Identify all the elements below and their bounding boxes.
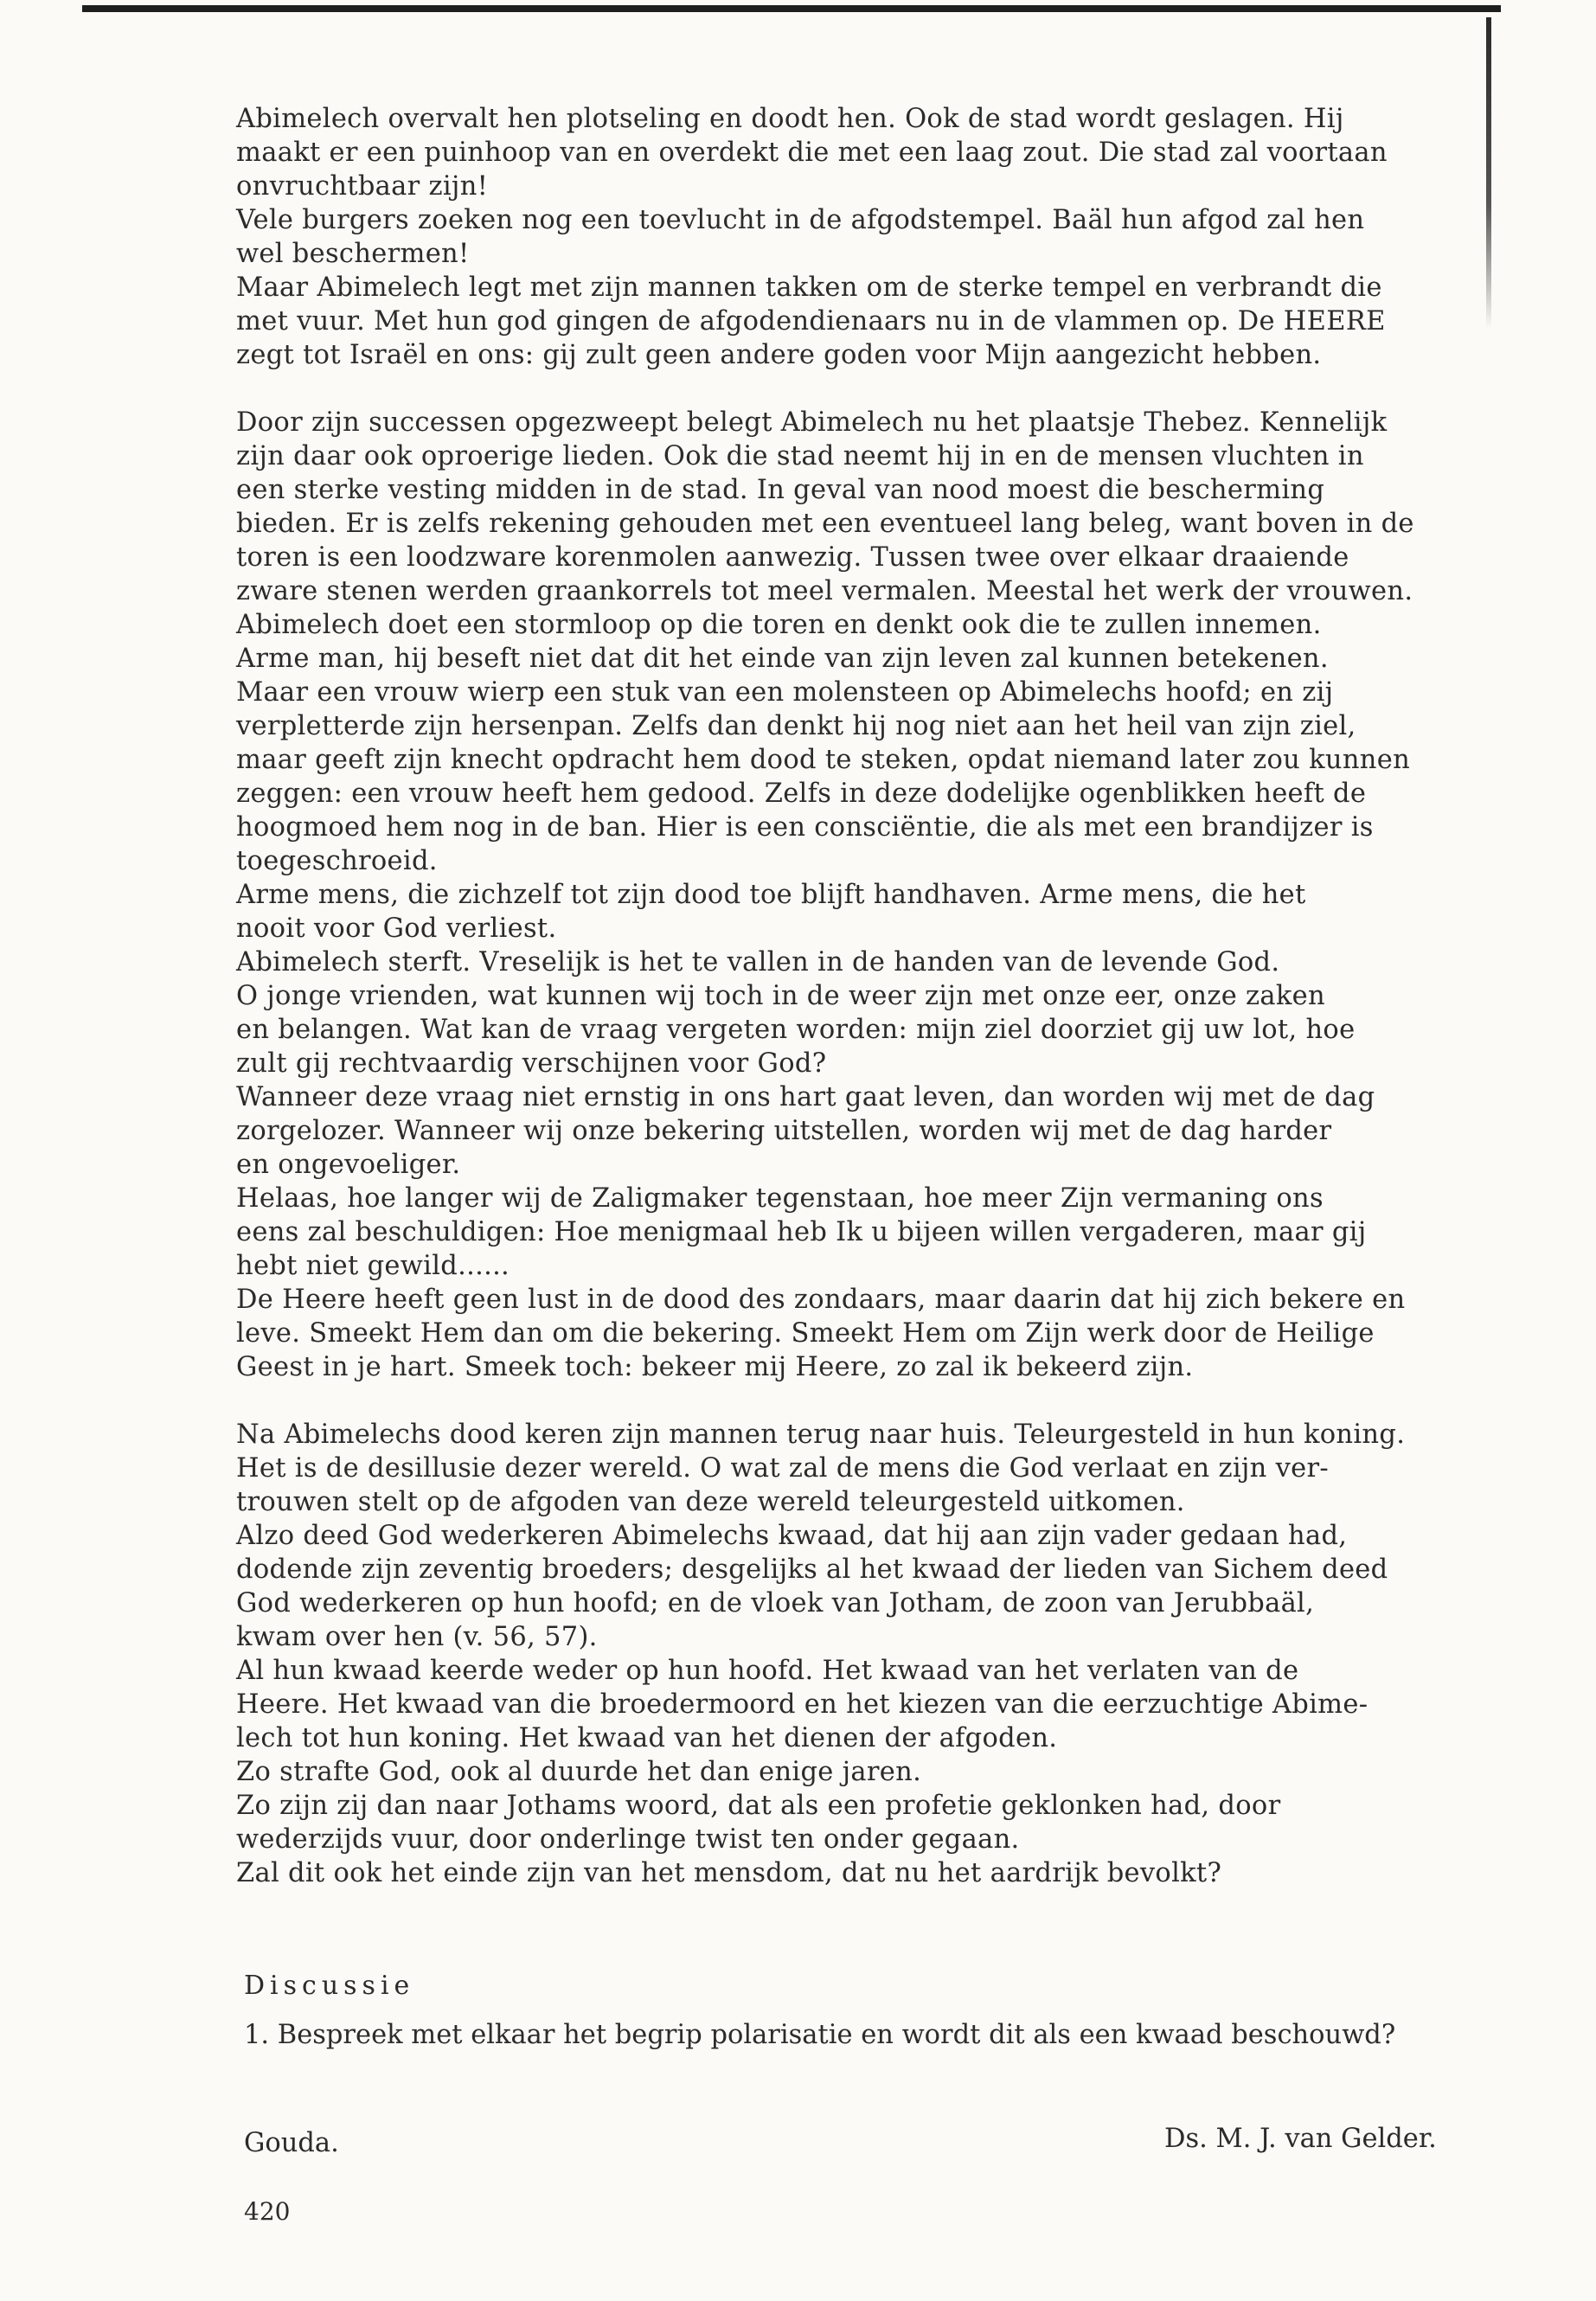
place-name: Gouda.: [244, 2128, 339, 2158]
paragraph-gap: [236, 372, 1475, 406]
text-line: Abimelech overvalt hen plotseling en doodt hen. Ook de stad wordt geslagen. Hij: [236, 104, 1344, 134]
text-line: trouwen stelt op de afgoden van deze wereld teleurgesteld uitkomen.: [236, 1487, 1185, 1517]
text-line: Abimelech doet een stormloop op die toren en denkt ook die te zullen innemen.: [236, 610, 1322, 640]
text-line: zult gij rechtvaardig verschijnen voor God?: [236, 1048, 827, 1079]
text-line: hebt niet gewild......: [236, 1251, 510, 1281]
text-line: zijn daar ook oproerige lieden. Ook die stad neemt hij in en de mensen vluchten in: [236, 441, 1364, 471]
text-line: zegt tot Israël en ons: gij zult geen andere goden voor Mijn aangezicht hebben.: [236, 340, 1322, 370]
text-line: Zal dit ook het einde zijn van het mensdom, dat nu het aardrijk bevolkt?: [236, 1858, 1222, 1888]
text-line: De Heere heeft geen lust in de dood des zondaars, maar daarin dat hij zich bekere en: [236, 1285, 1406, 1315]
text-line: Arme man, hij beseft niet dat dit het einde van zijn leven zal kunnen betekenen.: [236, 644, 1329, 674]
text-line: Abimelech sterft. Vreselijk is het te vallen in de handen van de levende God.: [236, 947, 1280, 977]
document-body: [236, 102, 1475, 1890]
text-line: zware stenen werden graankorrels tot meel vermalen. Meestal het werk der vrouwen.: [236, 576, 1413, 606]
paragraph-2: [236, 406, 1475, 1384]
paragraph-gap: [236, 1384, 1475, 1418]
text-line: Vele burgers zoeken nog een toevlucht in de afgodstempel. Baäl hun afgod zal hen: [236, 205, 1365, 235]
text-line: met vuur. Met hun god gingen de afgodendienaars nu in de vlammen op. De HEERE: [236, 306, 1386, 336]
text-line: Het is de desillusie dezer wereld. O wat zal de mens die God verlaat en zijn ver-: [236, 1453, 1329, 1484]
text-line: lech tot hun koning. Het kwaad van het dienen der afgoden.: [236, 1723, 1058, 1753]
text-line: verpletterde zijn hersenpan. Zelfs dan denkt hij nog niet aan het heil van zijn ziel,: [236, 711, 1356, 741]
text-line: en ongevoeliger.: [236, 1150, 461, 1180]
text-line: God wederkeren op hun hoofd; en de vloek van Jotham, de zoon van Jerubbaäl,: [236, 1588, 1315, 1618]
text-line: toegeschroeid.: [236, 846, 438, 876]
scan-edge: [1486, 17, 1491, 329]
page-number: 420: [244, 2197, 291, 2226]
text-line: nooit voor God verliest.: [236, 913, 557, 944]
text-line: bieden. Er is zelfs rekening gehouden met een eventueel lang beleg, want boven in de: [236, 509, 1414, 539]
text-line: kwam over hen (v. 56, 57).: [236, 1622, 598, 1652]
text-line: wel beschermen!: [236, 239, 470, 269]
discussion-question: 1. Bespreek met elkaar het begrip polarisatie en wordt dit als een kwaad beschouwd?: [244, 2020, 1396, 2050]
text-line: hoogmoed hem nog in de ban. Hier is een consciëntie, die als met een brandijzer is: [236, 812, 1374, 843]
text-line: Arme mens, die zichzelf tot zijn dood toe blijft handhaven. Arme mens, die het: [236, 880, 1306, 910]
text-line: Geest in je hart. Smeek toch: bekeer mij Heere, zo zal ik bekeerd zijn.: [236, 1352, 1194, 1382]
text-line: onvruchtbaar zijn!: [236, 171, 489, 202]
text-line: Zo strafte God, ook al duurde het dan enige jaren.: [236, 1757, 922, 1787]
text-line: een sterke vesting midden in de stad. In geval van nood moest die bescherming: [236, 475, 1325, 505]
text-line: leve. Smeekt Hem dan om die bekering. Smeekt Hem om Zijn werk door de Heilige: [236, 1318, 1375, 1349]
text-line: zeggen: een vrouw heeft hem gedood. Zelfs in deze dodelijke ogenblikken heeft de: [236, 779, 1367, 809]
text-line: Maar een vrouw wierp een stuk van een molensteen op Abimelechs hoofd; en zij: [236, 677, 1334, 708]
text-line: Na Abimelechs dood keren zijn mannen terug naar huis. Teleurgesteld in hun koning.: [236, 1420, 1406, 1450]
text-line: Alzo deed God wederkeren Abimelechs kwaad, dat hij aan zijn vader gedaan had,: [236, 1521, 1348, 1551]
text-line: maakt er een puinhoop van en overdekt die met een laag zout. Die stad zal voortaan: [236, 138, 1388, 168]
text-line: dodende zijn zeventig broeders; desgelijks al het kwaad der lieden van Sichem deed: [236, 1554, 1388, 1585]
paragraph-3: [236, 1418, 1475, 1890]
text-line: en belangen. Wat kan de vraag vergeten worden: mijn ziel doorziet gij uw lot, hoe: [236, 1015, 1356, 1045]
author-signature: Ds. M. J. van Gelder.: [1164, 2124, 1437, 2154]
text-line: Maar Abimelech legt met zijn mannen takken om de sterke tempel en verbrandt die: [236, 272, 1382, 303]
text-line: Door zijn successen opgezweept belegt Abimelech nu het plaatsje Thebez. Kennelijk: [236, 407, 1388, 438]
text-line: toren is een loodzware korenmolen aanwezig. Tussen twee over elkaar draaiende: [236, 542, 1349, 573]
text-line: zorgelozer. Wanneer wij onze bekering uitstellen, worden wij met de dag harder: [236, 1116, 1332, 1146]
text-line: Helaas, hoe langer wij de Zaligmaker tegenstaan, hoe meer Zijn vermaning ons: [236, 1183, 1324, 1214]
text-line: maar geeft zijn knecht opdracht hem dood te steken, opdat niemand later zou kunnen: [236, 745, 1411, 775]
top-rule: [82, 5, 1501, 12]
text-line: Al hun kwaad keerde weder op hun hoofd. Het kwaad van het verlaten van de: [236, 1656, 1299, 1686]
text-line: Heere. Het kwaad van die broedermoord en het kiezen van die eerzuchtige Abime-: [236, 1689, 1368, 1720]
text-line: Wanneer deze vraag niet ernstig in ons hart gaat leven, dan worden wij met de dag: [236, 1082, 1375, 1112]
text-line: wederzijds vuur, door onderlinge twist ten onder gegaan.: [236, 1824, 1020, 1855]
paragraph-1: [236, 102, 1475, 372]
text-line: Zo zijn zij dan naar Jothams woord, dat als een profetie geklonken had, door: [236, 1791, 1281, 1821]
text-line: O jonge vrienden, wat kunnen wij toch in de weer zijn met onze eer, onze zaken: [236, 981, 1325, 1011]
text-line: eens zal beschuldigen: Hoe menigmaal heb Ik u bijeen willen vergaderen, maar gij: [236, 1217, 1367, 1247]
discussie-heading: Discussie: [244, 1971, 415, 2001]
